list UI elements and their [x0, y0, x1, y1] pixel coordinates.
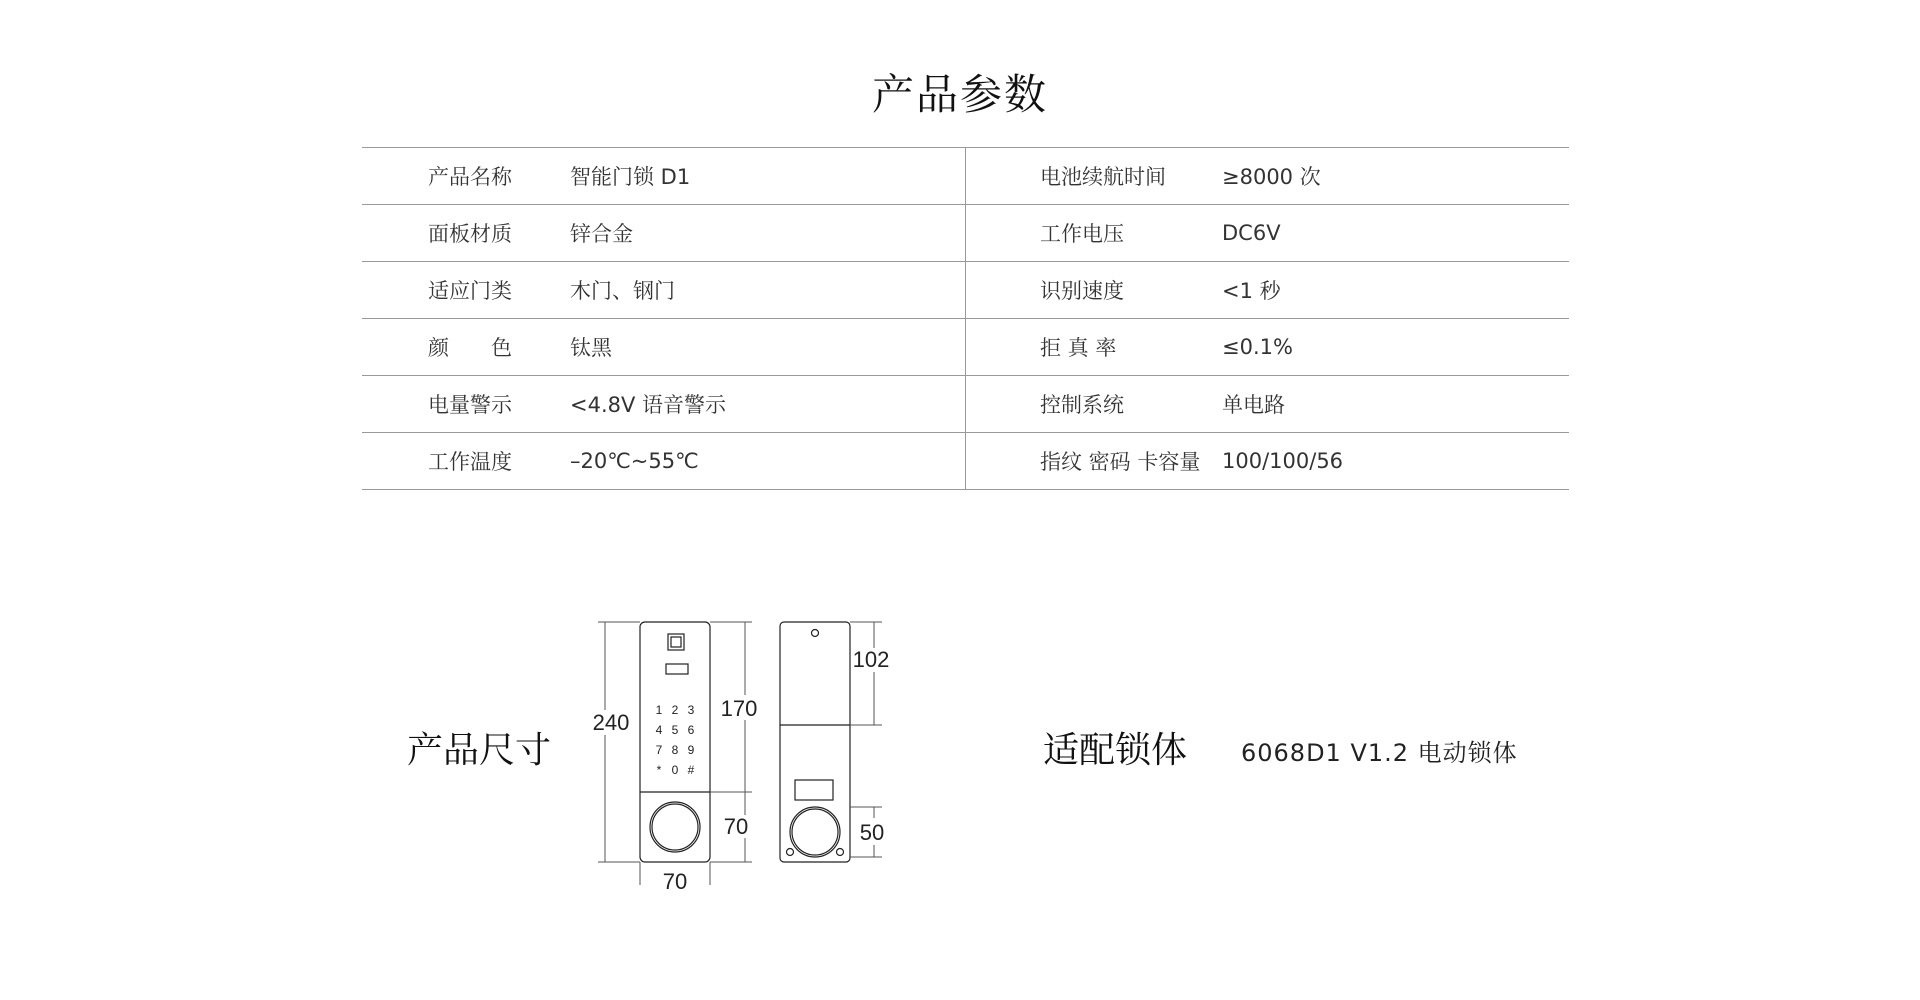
keypad-key: 7 — [655, 743, 663, 757]
battery-cover-icon — [795, 780, 833, 800]
spec-label: 颜 色 — [428, 336, 512, 360]
product-size-label: 产品尺寸 — [407, 730, 552, 771]
dim-label-50: 50 — [859, 820, 885, 845]
spec-value: –20℃~55℃ — [570, 449, 699, 473]
keypad-key: 8 — [671, 743, 679, 757]
keypad-key: 1 — [655, 703, 663, 717]
back-knob-icon — [790, 807, 840, 857]
spec-cell-right — [966, 319, 1569, 375]
spec-cell-right — [966, 433, 1569, 489]
back-screw-right-icon — [837, 849, 844, 856]
spec-cell-right — [966, 262, 1569, 318]
spec-cell-left — [362, 205, 966, 261]
front-knob-icon — [650, 802, 700, 852]
keypad-key: 4 — [655, 723, 663, 737]
dim-label-170: 170 — [720, 696, 758, 721]
spec-value: 智能门锁 D1 — [570, 165, 691, 189]
page-title: 产品参数 — [871, 70, 1048, 119]
spec-cell-right — [966, 376, 1569, 432]
spec-label: 适应门类 — [428, 279, 512, 303]
product-dimension-drawing — [580, 610, 900, 900]
dim-label-70-knob: 70 — [723, 814, 749, 839]
keypad-key: 9 — [687, 743, 695, 757]
spec-value: DC6V — [1222, 221, 1281, 245]
spec-label: 指纹 密码 卡容量 — [1040, 450, 1201, 474]
spec-cell-left — [362, 319, 966, 375]
spec-label: 拒 真 率 — [1040, 336, 1117, 360]
spec-row — [362, 319, 1569, 376]
spec-value: ≤0.1% — [1222, 335, 1293, 359]
spec-cell-left — [362, 148, 966, 204]
spec-label: 工作电压 — [1040, 222, 1124, 246]
spec-row — [362, 148, 1569, 205]
spec-label: 工作温度 — [428, 450, 512, 474]
spec-cell-right — [966, 205, 1569, 261]
front-knob-inner — [652, 804, 698, 850]
spec-value: 钛黑 — [570, 336, 612, 360]
spec-cell-left — [362, 376, 966, 432]
spec-label: 面板材质 — [428, 222, 512, 246]
keypad-key: # — [687, 763, 695, 777]
spec-value: ≥8000 次 — [1222, 165, 1321, 189]
keypad-key: 6 — [687, 723, 695, 737]
back-screw-left-icon — [787, 849, 794, 856]
spec-cell-left — [362, 433, 966, 489]
spec-cell-left — [362, 262, 966, 318]
spec-label: 产品名称 — [428, 165, 512, 189]
spec-value: 100/100/56 — [1222, 449, 1344, 473]
dim-label-70-width: 70 — [662, 869, 688, 894]
spec-label: 电量警示 — [428, 393, 512, 417]
spec-table — [362, 147, 1569, 490]
spec-cell-right — [966, 148, 1569, 204]
keypad-key: 2 — [671, 703, 679, 717]
card-reader-icon — [666, 664, 688, 674]
spec-row — [362, 433, 1569, 490]
lock-body-label: 适配锁体 — [1043, 730, 1188, 771]
back-screw-top-icon — [812, 630, 819, 637]
spec-value: 木门、钢门 — [570, 279, 675, 303]
keypad-key: 5 — [671, 723, 679, 737]
spec-value: 锌合金 — [570, 222, 633, 246]
fingerprint-sensor-inner — [671, 637, 681, 647]
dim-label-240: 240 — [592, 710, 630, 735]
back-knob-inner — [792, 809, 838, 855]
spec-row — [362, 205, 1569, 262]
spec-label: 控制系统 — [1040, 393, 1124, 417]
spec-value: <4.8V 语音警示 — [570, 393, 727, 417]
spec-row — [362, 376, 1569, 433]
keypad-key: 0 — [671, 763, 679, 777]
spec-label: 识别速度 — [1040, 279, 1124, 303]
keypad-key: * — [656, 763, 662, 777]
spec-value: <1 秒 — [1222, 279, 1281, 303]
dim-label-102: 102 — [852, 647, 890, 672]
lock-body-value: 6068D1 V1.2 电动锁体 — [1241, 739, 1518, 767]
keypad-key: 3 — [687, 703, 695, 717]
spec-label: 电池续航时间 — [1040, 165, 1166, 189]
spec-row — [362, 262, 1569, 319]
spec-value: 单电路 — [1222, 393, 1285, 417]
